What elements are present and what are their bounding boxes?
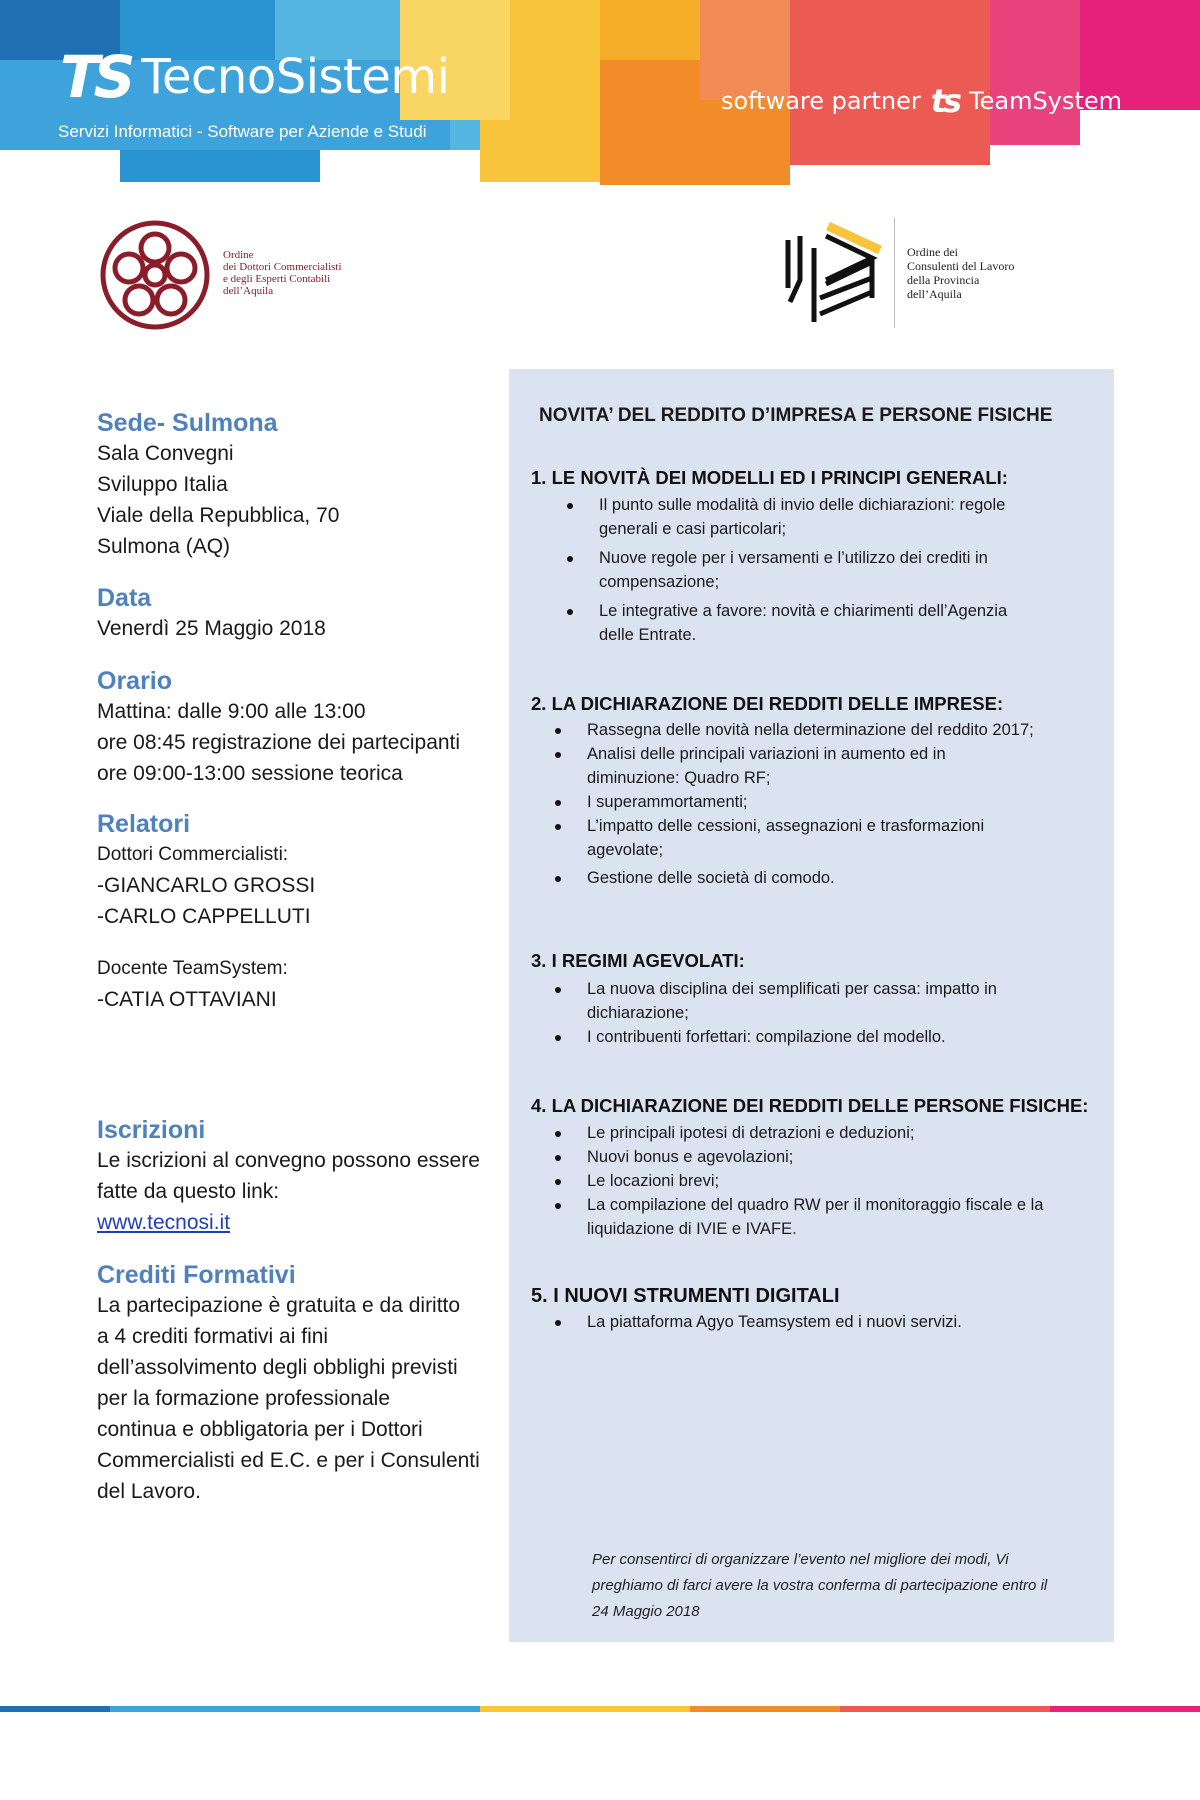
program-item-line: La piattaforma Agyo Teamsystem ed i nuovi servizi. [587, 1313, 962, 1331]
program-item-line: Le locazioni brevi; [587, 1172, 720, 1190]
sede-line: Sviluppo Italia [97, 473, 228, 496]
program-item [531, 546, 1111, 594]
program-section-heading: 2. LA DICHIARAZIONE DEI REDDITI DELLE IMPRESE: [531, 693, 1004, 714]
partner-text: software partner [720, 87, 921, 115]
crediti-line: del Lavoro. [97, 1480, 201, 1503]
program-panel [509, 369, 1114, 1642]
program-section [531, 1094, 1111, 1241]
crediti-line: La partecipazione è gratuita e da diritto [97, 1294, 461, 1317]
section-heading: Relatori [97, 810, 191, 838]
odc-logo [95, 218, 342, 333]
section-heading: Sede- Sulmona [97, 409, 278, 437]
stripe-segment [0, 1706, 110, 1712]
program-item-line: Gestione delle società di comodo. [587, 869, 835, 887]
brand-name: TecnoSistemi [141, 49, 450, 105]
bullet-icon [555, 1035, 561, 1041]
program-item-line: agevolate; [587, 841, 664, 859]
bullet-icon [555, 1131, 561, 1137]
odc-name [223, 249, 342, 297]
header-banner [0, 0, 1200, 190]
program-item-line: compensazione; [599, 573, 720, 591]
program-item [531, 493, 1111, 541]
section-heading: Crediti Formativi [97, 1261, 296, 1289]
ts-logo-mark: TS [60, 43, 130, 111]
program-item [519, 1310, 1111, 1334]
crediti-line: a 4 crediti formativi ai fini [97, 1325, 329, 1348]
program-section-heading: 5. I NUOVI STRUMENTI DIGITALI [531, 1285, 840, 1307]
odc-name-line: Ordine [223, 248, 254, 261]
bullet-icon [555, 876, 561, 882]
program-item [519, 718, 1111, 742]
program-item-line: I contribuenti forfettari: compilazione del modello. [587, 1028, 946, 1046]
stripe-segment [840, 1706, 1050, 1712]
program-section-heading: 4. LA DICHIARAZIONE DEI REDDITI DELLE PERSONE FISICHE: [531, 1095, 1089, 1116]
crediti-line: continua e obbligatoria per i Dottori [97, 1418, 423, 1441]
relatore-name: -GIANCARLO GROSSI [97, 874, 316, 897]
program-item [519, 1193, 1111, 1241]
orario-line: ore 08:45 registrazione dei partecipanti [97, 731, 461, 754]
bullet-icon [555, 1179, 561, 1185]
program-section [531, 949, 1111, 1049]
program-item [519, 814, 1111, 862]
program-item-line: Rassegna delle novità nella determinazione del reddito 2017; [587, 721, 1034, 739]
sede-section [97, 408, 497, 562]
orario-line: Mattina: dalle 9:00 alle 13:00 [97, 700, 366, 723]
note-line: Per consentirci di organizzare l’evento nel migliore dei modi, Vi [592, 1551, 1009, 1568]
crediti-line: per la formazione professionale [97, 1387, 390, 1410]
bullet-icon [555, 824, 561, 830]
ocl-name-line: dell’Aquila [907, 287, 962, 301]
program-item [519, 1169, 1111, 1193]
event-date: Venerdì 25 Maggio 2018 [97, 617, 326, 640]
bullet-icon [555, 1203, 561, 1209]
bullet-icon [555, 1155, 561, 1161]
sede-line: Viale della Repubblica, 70 [97, 504, 340, 527]
odc-emblem-icon [95, 218, 215, 333]
program-item-line: delle Entrate. [599, 626, 697, 644]
program-item [519, 1121, 1111, 1145]
section-heading: Orario [97, 667, 173, 695]
stripe-segment [110, 1706, 480, 1712]
program-item-line: Il punto sulle modalità di invio delle dichiarazioni: regole [599, 496, 1006, 514]
program-section [531, 1284, 1111, 1334]
program-item-line: I superammortamenti; [587, 793, 748, 811]
program-title: NOVITA’ DEL REDDITO D’IMPRESA E PERSONE FISICHE [539, 405, 1053, 426]
iscrizioni-line: Le iscrizioni al convegno possono essere [97, 1149, 480, 1172]
ocl-name-line: Ordine dei [907, 245, 958, 259]
registration-link[interactable]: www.tecnosi.it [97, 1211, 231, 1234]
ocl-name-line: Consulenti del Lavoro [907, 259, 1015, 273]
bullet-icon [567, 556, 573, 562]
program-item [519, 977, 1111, 1025]
stripe-segment [480, 1706, 690, 1712]
program-item-line: Nuovi bonus e agevolazioni; [587, 1148, 794, 1166]
program-section-heading: 3. I REGIMI AGEVOLATI: [531, 950, 745, 971]
section-heading: Iscrizioni [97, 1116, 206, 1144]
data-section [97, 583, 497, 644]
bullet-icon [555, 1320, 561, 1326]
logo-divider [894, 218, 895, 328]
orario-line: ore 09:00-13:00 sessione teorica [97, 762, 403, 785]
footer-stripe [0, 1706, 1200, 1712]
bullet-icon [567, 609, 573, 615]
ocl-emblem-icon [780, 218, 890, 328]
section-heading: Data [97, 584, 152, 612]
orario-section [97, 666, 497, 789]
program-item-line: liquidazione di IVIE e IVAFE. [587, 1220, 797, 1238]
relatore-name: -CATIA OTTAVIANI [97, 988, 277, 1011]
partner-logo [721, 82, 1122, 120]
relatori-group-label: Dottori Commercialisti: [97, 844, 289, 865]
odc-name-line: e degli Esperti Contabili [223, 272, 331, 285]
bullet-icon [567, 503, 573, 509]
crediti-line: dell’assolvimento degli obblighi previsti [97, 1356, 458, 1379]
bullet-icon [555, 800, 561, 806]
program-item-line: Le principali ipotesi di detrazioni e deduzioni; [587, 1124, 915, 1142]
program-item-line: diminuzione: Quadro RF; [587, 769, 771, 787]
relatore-name: -CARLO CAPPELLUTI [97, 905, 311, 928]
stripe-segment [690, 1706, 840, 1712]
ocl-name [907, 245, 1014, 301]
program-item-line: Nuove regole per i versamenti e l’utilizzo dei crediti in [599, 549, 988, 567]
program-section [531, 692, 1111, 890]
sede-line: Sala Convegni [97, 442, 234, 465]
program-section [531, 466, 1111, 647]
tecnosistemi-logo [60, 43, 450, 111]
crediti-section [97, 1260, 497, 1507]
iscrizioni-line: fatte da questo link: [97, 1180, 280, 1203]
bullet-icon [555, 728, 561, 734]
bullet-icon [555, 987, 561, 993]
program-item [519, 742, 1111, 790]
program-item-line: La compilazione del quadro RW per il monitoraggio fiscale e la [587, 1196, 1044, 1214]
program-item-line: Analisi delle principali variazioni in aumento ed in [587, 745, 946, 763]
relatori-group-label: Docente TeamSystem: [97, 958, 288, 979]
program-item [519, 1145, 1111, 1169]
program-item-line: dichiarazione; [587, 1004, 689, 1022]
banner-block [990, 0, 1080, 145]
program-item [519, 1025, 1111, 1049]
sede-line: Sulmona (AQ) [97, 535, 231, 558]
iscrizioni-section [97, 1115, 497, 1238]
ocl-name-line: della Provincia [907, 273, 980, 287]
event-info-column [97, 408, 497, 1507]
program-item-line: L’impatto delle cessioni, assegnazioni e trasformazioni [587, 817, 985, 835]
odc-name-line: dell’Aquila [223, 284, 274, 297]
program-section-heading: 1. LE NOVITÀ DEI MODELLI ED I PRINCIPI GENERALI: [531, 467, 1008, 488]
bullet-icon [555, 752, 561, 758]
program-item-line: La nuova disciplina dei semplificati per cassa: impatto in [587, 980, 997, 998]
confirmation-note [592, 1547, 1102, 1625]
ocl-logo [780, 218, 1014, 328]
note-line: preghiamo di farci avere la vostra conferma di partecipazione entro il [592, 1577, 1048, 1594]
program-item [531, 599, 1111, 647]
program-item [519, 790, 1111, 814]
brand-tagline: Servizi Informatici - Software per Aziende e Studi [58, 122, 427, 141]
teamsystem-logo-mark: ts [930, 82, 960, 120]
relatori-section [97, 809, 497, 1015]
stripe-segment [1050, 1706, 1200, 1712]
partner-name: TeamSystem [969, 87, 1122, 115]
program-item-line: generali e casi particolari; [599, 520, 787, 538]
crediti-line: Commercialisti ed E.C. e per i Consulenti [97, 1449, 480, 1472]
note-line: 24 Maggio 2018 [592, 1603, 700, 1620]
program-item-line: Le integrative a favore: novità e chiarimenti dell’Agenzia [599, 602, 1008, 620]
program-item [519, 866, 1111, 890]
odc-name-line: dei Dottori Commercialisti [223, 260, 342, 273]
